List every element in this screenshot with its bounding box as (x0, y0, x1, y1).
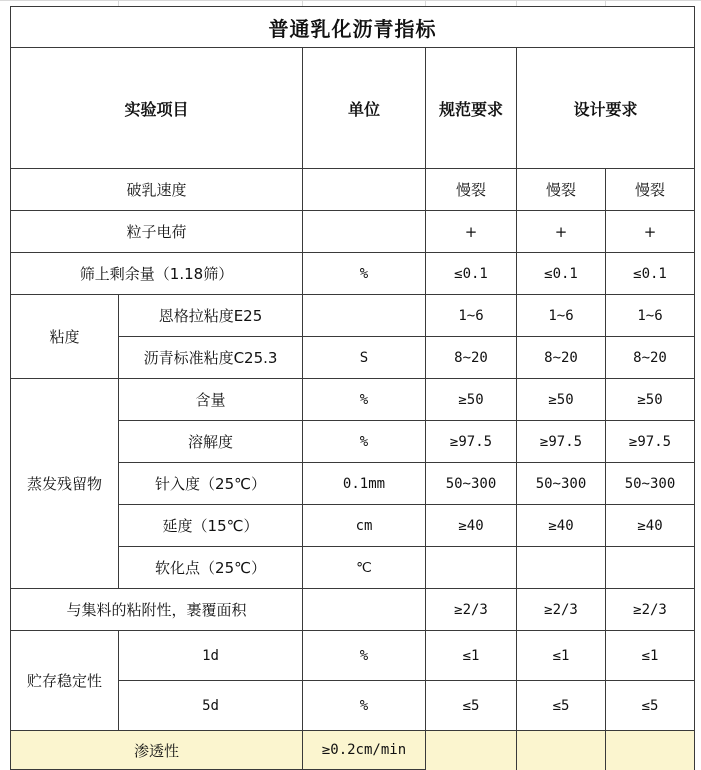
table-row (11, 253, 695, 295)
cell-design[interactable]: ≥2/3 (517, 589, 606, 631)
cell-design[interactable]: 8~20 (517, 337, 606, 379)
cell-design[interactable] (517, 547, 606, 589)
group-label-storage-stability[interactable]: 贮存稳定性 (11, 631, 119, 731)
cell-design[interactable] (606, 731, 695, 770)
cell-unit[interactable] (303, 295, 426, 337)
cell-unit[interactable]: % (303, 253, 426, 295)
cell-design[interactable]: ≤1 (517, 631, 606, 681)
cell-unit[interactable]: 0.1mm (303, 463, 426, 505)
cell-spec[interactable] (426, 547, 517, 589)
cell-design[interactable]: ≤5 (517, 681, 606, 731)
table-row (11, 631, 695, 681)
table-row (11, 731, 695, 770)
table-row (11, 211, 695, 253)
cell-design[interactable]: ≥50 (517, 379, 606, 421)
cell-design[interactable]: 50~300 (606, 463, 695, 505)
cell-spec[interactable]: ≥2/3 (426, 589, 517, 631)
cell-unit[interactable] (303, 169, 426, 211)
cell-unit[interactable]: ℃ (303, 547, 426, 589)
cell-spec[interactable]: 1~6 (426, 295, 517, 337)
row-label-permeability[interactable]: 渗透性 (11, 731, 303, 770)
cell-design[interactable] (606, 547, 695, 589)
cell-spec[interactable]: ≥97.5 (426, 421, 517, 463)
cell-design[interactable]: ≤5 (606, 681, 695, 731)
cell-unit[interactable]: ≥0.2cm/min (303, 731, 426, 770)
cell-design[interactable]: ≤1 (606, 631, 695, 681)
cell-unit[interactable]: S (303, 337, 426, 379)
row-label-charge[interactable]: 粒子电荷 (11, 211, 303, 253)
group-label-viscosity[interactable]: 粘度 (11, 295, 119, 379)
table-row (11, 589, 695, 631)
cell-design[interactable] (517, 731, 606, 770)
sheet-top-gridline (0, 0, 701, 1)
row-label-storage-1d[interactable]: 1d (119, 631, 303, 681)
cell-design[interactable]: 8~20 (606, 337, 695, 379)
table-row (11, 295, 695, 337)
cell-spec[interactable]: + (426, 211, 517, 253)
row-label-penetration[interactable]: 针入度（25℃） (119, 463, 303, 505)
header-unit[interactable]: 单位 (303, 48, 426, 169)
row-label-demulsify[interactable]: 破乳速度 (11, 169, 303, 211)
cell-design[interactable]: 慢裂 (517, 169, 606, 211)
cell-design[interactable]: + (606, 211, 695, 253)
cell-unit[interactable]: % (303, 681, 426, 731)
header-spec-requirement[interactable]: 规范要求 (426, 48, 517, 169)
row-label-sieve[interactable]: 筛上剩余量（1.18筛） (11, 253, 303, 295)
cell-unit[interactable]: cm (303, 505, 426, 547)
row-label-engler[interactable]: 恩格拉粘度E25 (119, 295, 303, 337)
row-label-content[interactable]: 含量 (119, 379, 303, 421)
table-row (11, 169, 695, 211)
cell-spec[interactable]: ≤1 (426, 631, 517, 681)
header-design-requirement[interactable]: 设计要求 (517, 48, 695, 169)
cell-spec[interactable] (426, 731, 517, 770)
cell-design[interactable]: 1~6 (517, 295, 606, 337)
row-label-ductility[interactable]: 延度（15℃） (119, 505, 303, 547)
cell-design[interactable]: 慢裂 (606, 169, 695, 211)
cell-unit[interactable]: % (303, 631, 426, 681)
cell-spec[interactable]: ≥50 (426, 379, 517, 421)
cell-design[interactable]: 50~300 (517, 463, 606, 505)
cell-design[interactable]: ≥50 (606, 379, 695, 421)
cell-unit[interactable] (303, 589, 426, 631)
cell-design[interactable]: ≥40 (517, 505, 606, 547)
cell-unit[interactable] (303, 211, 426, 253)
cell-spec[interactable]: ≤0.1 (426, 253, 517, 295)
cell-design[interactable]: 1~6 (606, 295, 695, 337)
cell-design[interactable]: ≥97.5 (517, 421, 606, 463)
emulsified-asphalt-spec-table (10, 6, 695, 770)
cell-spec[interactable]: 慢裂 (426, 169, 517, 211)
cell-spec[interactable]: 50~300 (426, 463, 517, 505)
group-label-residue[interactable]: 蒸发残留物 (11, 379, 119, 589)
table-title[interactable]: 普通乳化沥青指标 (11, 7, 695, 48)
cell-spec[interactable]: ≥40 (426, 505, 517, 547)
cell-unit[interactable]: % (303, 421, 426, 463)
cell-design[interactable]: + (517, 211, 606, 253)
cell-spec[interactable]: ≤5 (426, 681, 517, 731)
cell-design[interactable]: ≥40 (606, 505, 695, 547)
cell-design[interactable]: ≤0.1 (517, 253, 606, 295)
row-label-storage-5d[interactable]: 5d (119, 681, 303, 731)
row-label-solubility[interactable]: 溶解度 (119, 421, 303, 463)
cell-design[interactable]: ≥97.5 (606, 421, 695, 463)
header-test-item[interactable]: 实验项目 (11, 48, 303, 169)
row-label-adhesion[interactable]: 与集料的粘附性，裹覆面积 (11, 589, 303, 631)
row-label-standard-viscosity[interactable]: 沥青标准粘度C25.3 (119, 337, 303, 379)
table-row (11, 379, 695, 421)
cell-spec[interactable]: 8~20 (426, 337, 517, 379)
cell-design[interactable]: ≥2/3 (606, 589, 695, 631)
row-label-softening-point[interactable]: 软化点（25℃） (119, 547, 303, 589)
cell-unit[interactable]: % (303, 379, 426, 421)
cell-design[interactable]: ≤0.1 (606, 253, 695, 295)
